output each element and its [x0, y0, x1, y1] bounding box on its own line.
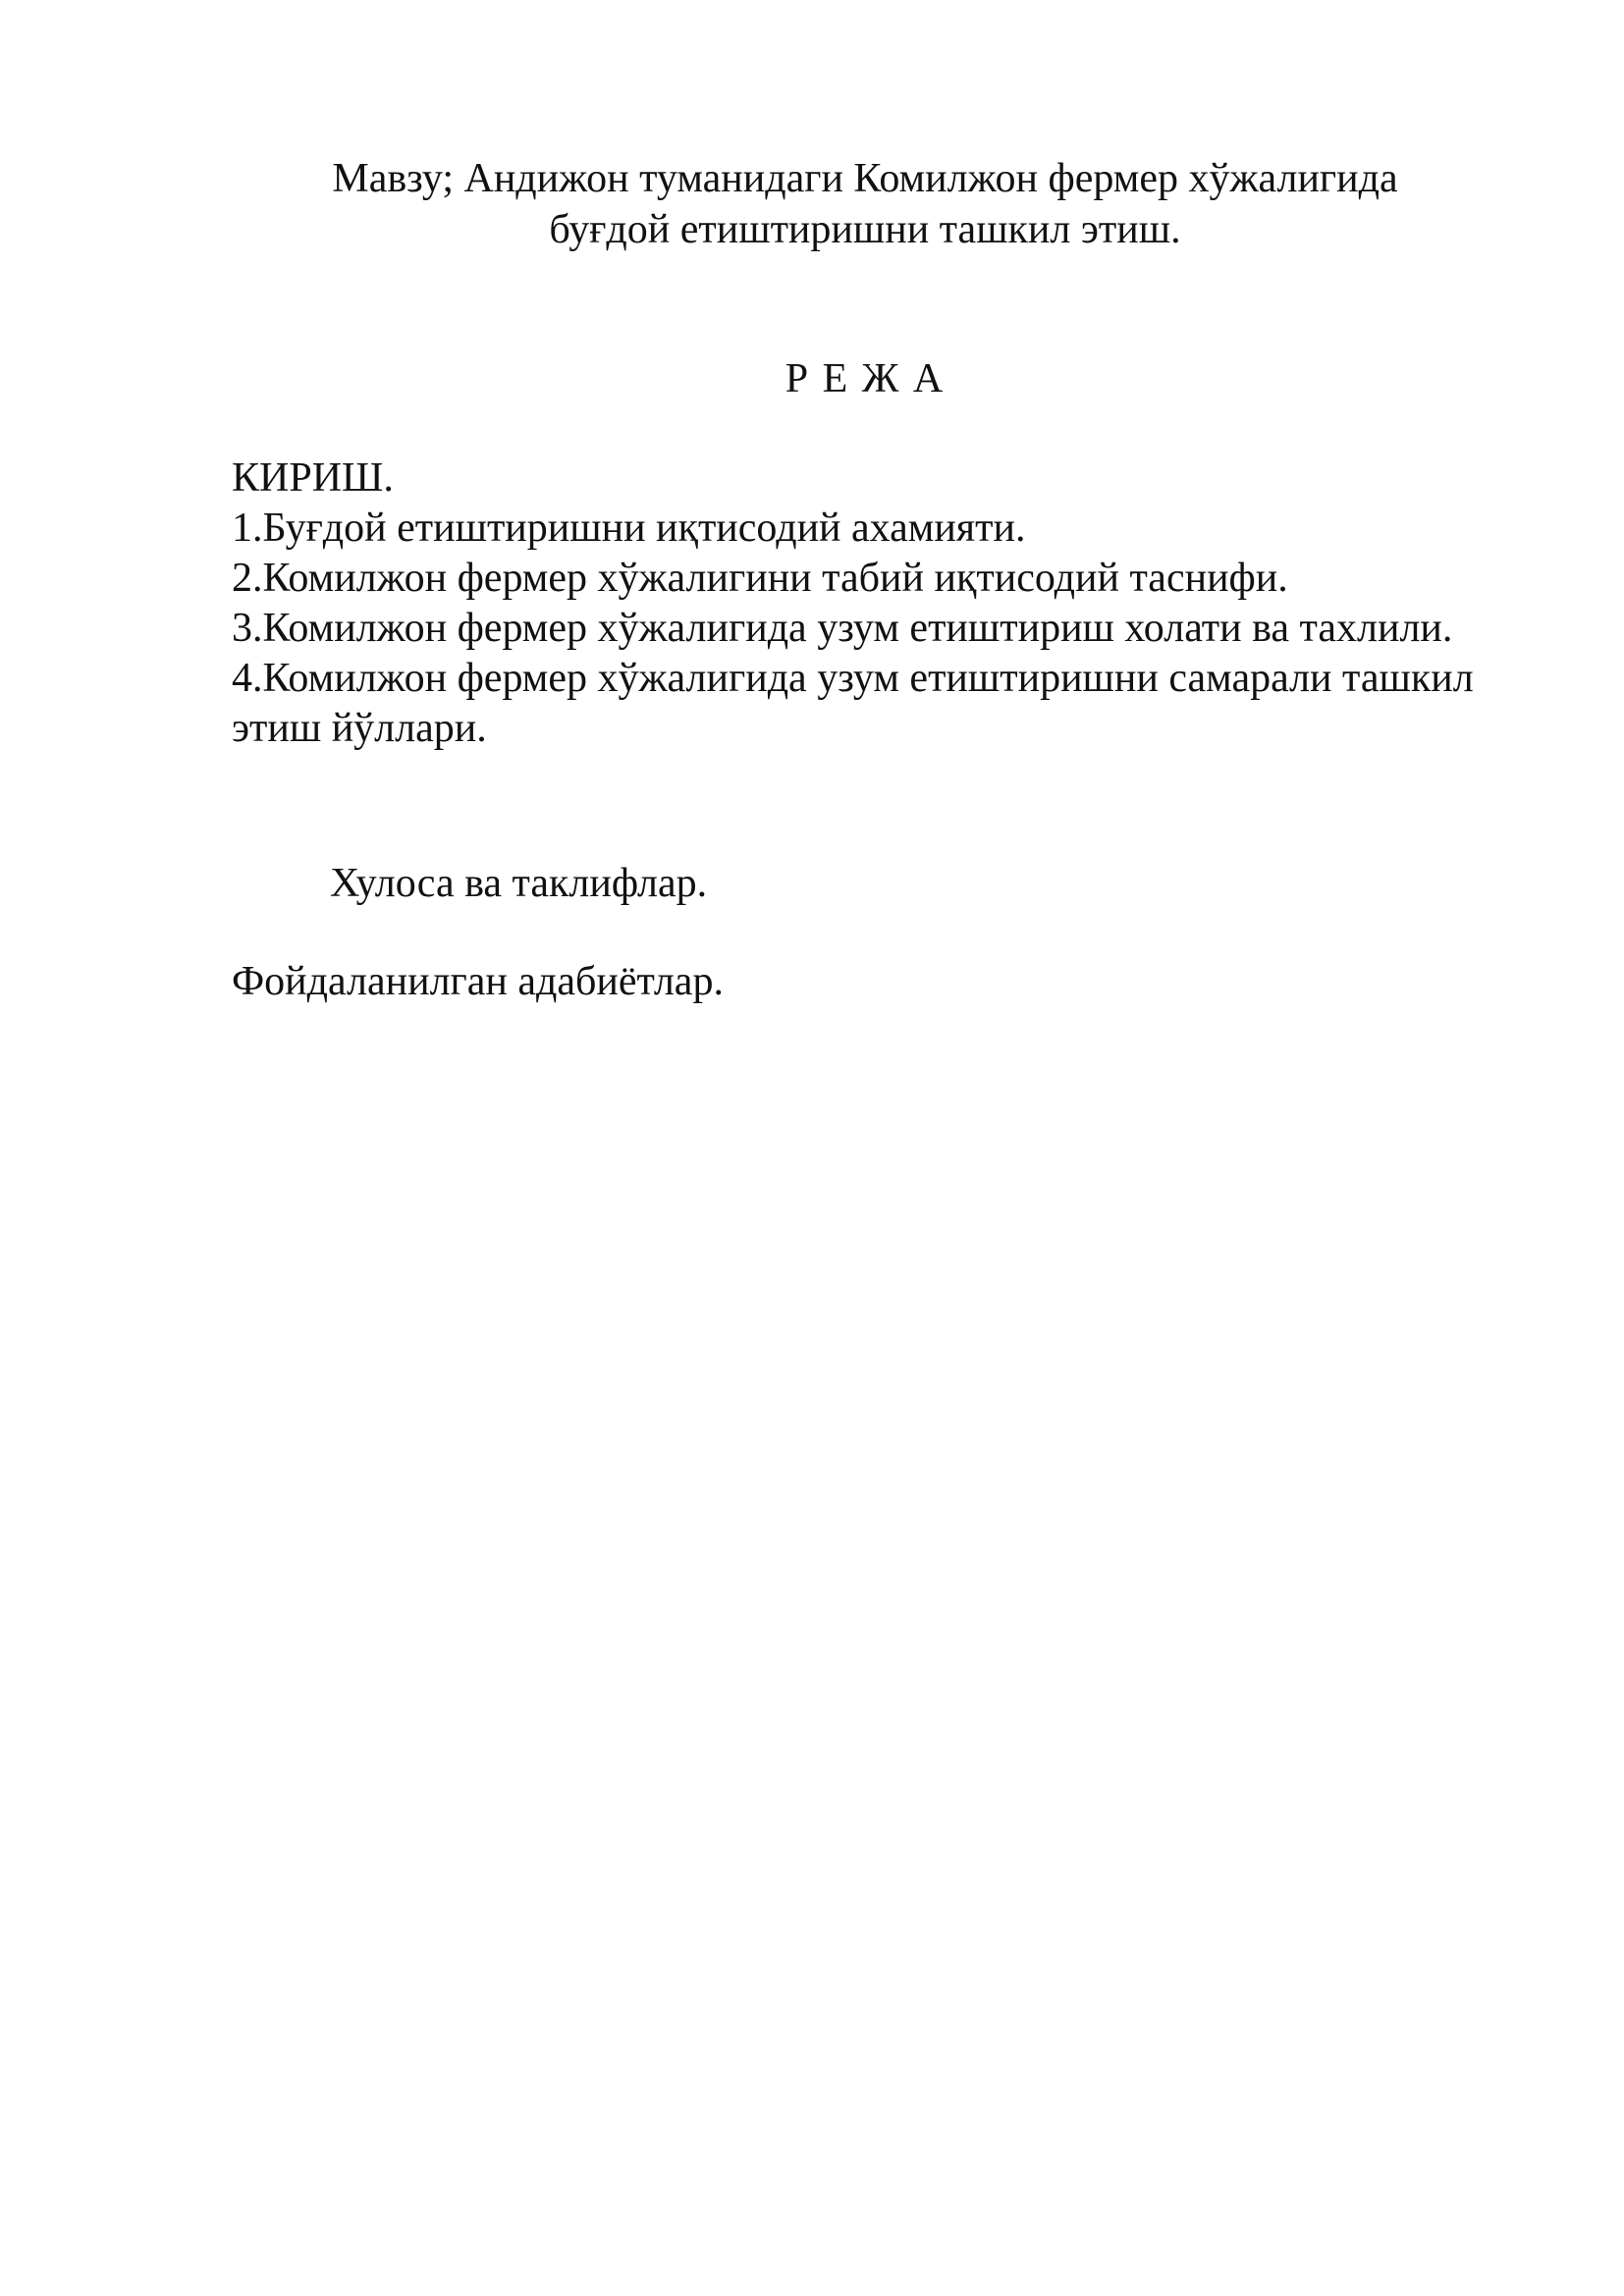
plan-item-4: 4.Комилжон фермер хўжалигида узум етиштиришни самарали ташкил этиш йўллари.	[232, 656, 1474, 751]
topic-line-1: Мавзу; Андижон туманидаги Комилжон фермер хўжалигида	[332, 156, 1398, 201]
references-section: Фойдаланилган адабиётлар.	[232, 959, 724, 1004]
conclusion-section: Хулоса ва таклифлар.	[330, 861, 708, 906]
plan-item-3: 3.Комилжон фермер хўжалигида узум етиштириш холати ва тахлили.	[232, 606, 1453, 651]
plan-item-1: 1.Буғдой етиштиришни иқтисодий ахамияти.	[232, 506, 1026, 551]
plan-item-introduction: КИРИШ.	[232, 455, 394, 501]
plan-heading: Р Е Ж А	[785, 356, 946, 401]
topic-title	[232, 153, 1498, 255]
topic-line-2: буғдой етиштиришни ташкил этиш.	[549, 207, 1181, 252]
plan-list	[232, 454, 1498, 754]
plan-item-2: 2.Комилжон фермер хўжалигини табий иқтисодий таснифи.	[232, 556, 1288, 601]
